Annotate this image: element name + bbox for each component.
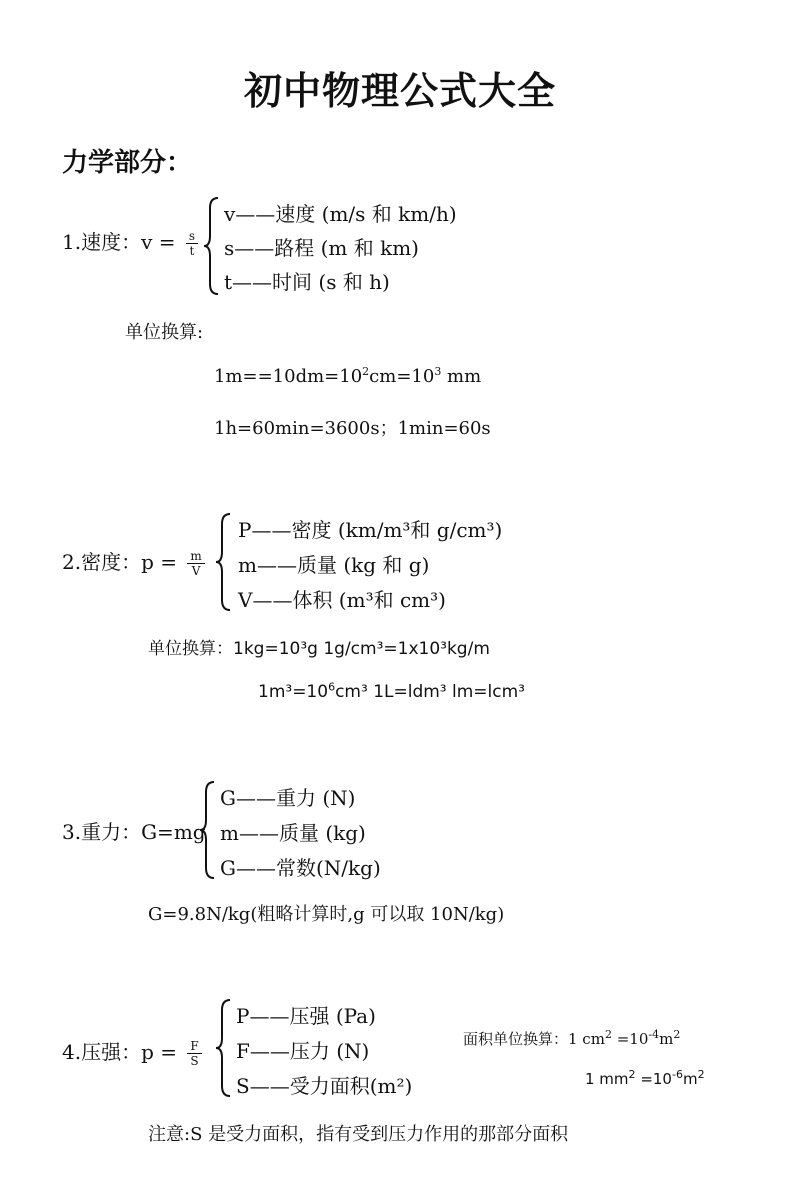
area-conv-1-exp-1: 2 (604, 1028, 612, 1041)
area-unit-conversion-1 (463, 1028, 680, 1049)
formula-1-line-1: v——速度 (m/s 和 km/h) (224, 202, 457, 226)
page-title: 初中物理公式大全 (243, 68, 556, 113)
formula-3-line-2: m——质量 (kg) (220, 821, 366, 845)
formula-2-label: 2.密度：p = (62, 550, 177, 574)
area-conv-1-a: 面积单位换算：1 cm (463, 1030, 605, 1048)
area-conv-1-b: =10 (611, 1030, 649, 1048)
formula-2-lead (62, 546, 205, 578)
area-conv-2-exp-2: -6 (671, 1068, 683, 1081)
formula-1-numerator: s (186, 229, 198, 244)
area-conv-2-b: =10 (635, 1070, 672, 1088)
formula-2-conversion-1: 单位换算：1kg=10³g 1g/cm³=1x10³kg/m (148, 639, 490, 659)
conv1-part-a: 1m==10dm=10 (214, 366, 363, 387)
formula-1-conversion-2: 1h=60min=3600s；1min=60s (214, 418, 491, 439)
conv2-part-b: cm³ 1L=ldm³ lm=lcm³ (335, 682, 525, 702)
formula-2-denominator: V (191, 564, 201, 578)
formula-1-unit-label: 单位换算: (125, 322, 204, 343)
formula-4-denominator: S (190, 1054, 199, 1068)
formula-1-line-2: s——路程 (m 和 km) (224, 236, 419, 260)
formula-4-label: 4.压强：p = (62, 1040, 177, 1064)
formula-3-brace (198, 780, 218, 880)
formula-2-line-3: V——体积 (m³和 cm³) (238, 588, 446, 612)
formula-4-line-2: F——压力 (N) (236, 1039, 370, 1063)
formula-1-denominator: t (189, 244, 195, 258)
conv1-exp-2: 3 (434, 365, 442, 378)
area-conv-1-exp-2: -4 (648, 1028, 660, 1041)
area-conv-2-c: m (682, 1070, 698, 1088)
area-conv-1-c: m (659, 1030, 674, 1048)
area-conv-2-exp-3: 2 (697, 1068, 705, 1081)
area-unit-conversion-2 (585, 1070, 705, 1088)
formula-3-lead: 3.重力：G=mg (62, 820, 206, 844)
formula-4-lead (62, 1036, 202, 1068)
conv2-part-a: 1m³=10 (258, 682, 329, 702)
formula-1-conversion-1 (214, 366, 481, 387)
formula-3-line-3: G——常数(N/kg) (220, 856, 381, 880)
formula-1-line-3: t——时间 (s 和 h) (224, 270, 390, 294)
formula-1-fraction (186, 229, 198, 258)
area-conv-1-exp-3: 2 (673, 1028, 681, 1041)
conv1-part-c: mm (441, 366, 482, 387)
formula-2-line-2: m——质量 (kg 和 g) (238, 553, 430, 577)
formula-4-numerator: F (187, 1039, 201, 1054)
formula-2-fraction (187, 549, 204, 578)
formula-1-lead (62, 226, 198, 258)
formula-2-brace (214, 512, 234, 612)
formula-4-line-1: P——压强 (Pa) (236, 1004, 376, 1028)
formula-2-line-1: P——密度 (km/m³和 g/cm³) (238, 518, 503, 542)
formula-2-numerator: m (187, 549, 204, 564)
formula-1-label: 1.速度：v = (62, 230, 176, 254)
area-conv-2-exp-1: 2 (628, 1068, 636, 1081)
formula-3-note: G=9.8N/kg(粗略计算时,g 可以取 10N/kg) (148, 904, 505, 925)
area-conv-2-a: 1 mm (585, 1070, 629, 1088)
formula-4-line-3: S——受力面积(m²) (236, 1074, 413, 1098)
formula-1-brace (202, 196, 222, 296)
section-heading: 力学部分： (62, 148, 193, 178)
formula-4-fraction (187, 1039, 201, 1068)
conv2-exp: 6 (328, 680, 336, 694)
formula-4-brace (214, 998, 234, 1098)
formula-3-line-1: G——重力 (N) (220, 786, 356, 810)
conv1-exp-1: 2 (362, 365, 370, 378)
formula-2-conversion-2 (258, 682, 525, 702)
formula-4-note: 注意:S 是受力面积，指有受到压力作用的那部分面积 (148, 1124, 569, 1145)
conv1-part-b: cm=10 (369, 366, 435, 387)
